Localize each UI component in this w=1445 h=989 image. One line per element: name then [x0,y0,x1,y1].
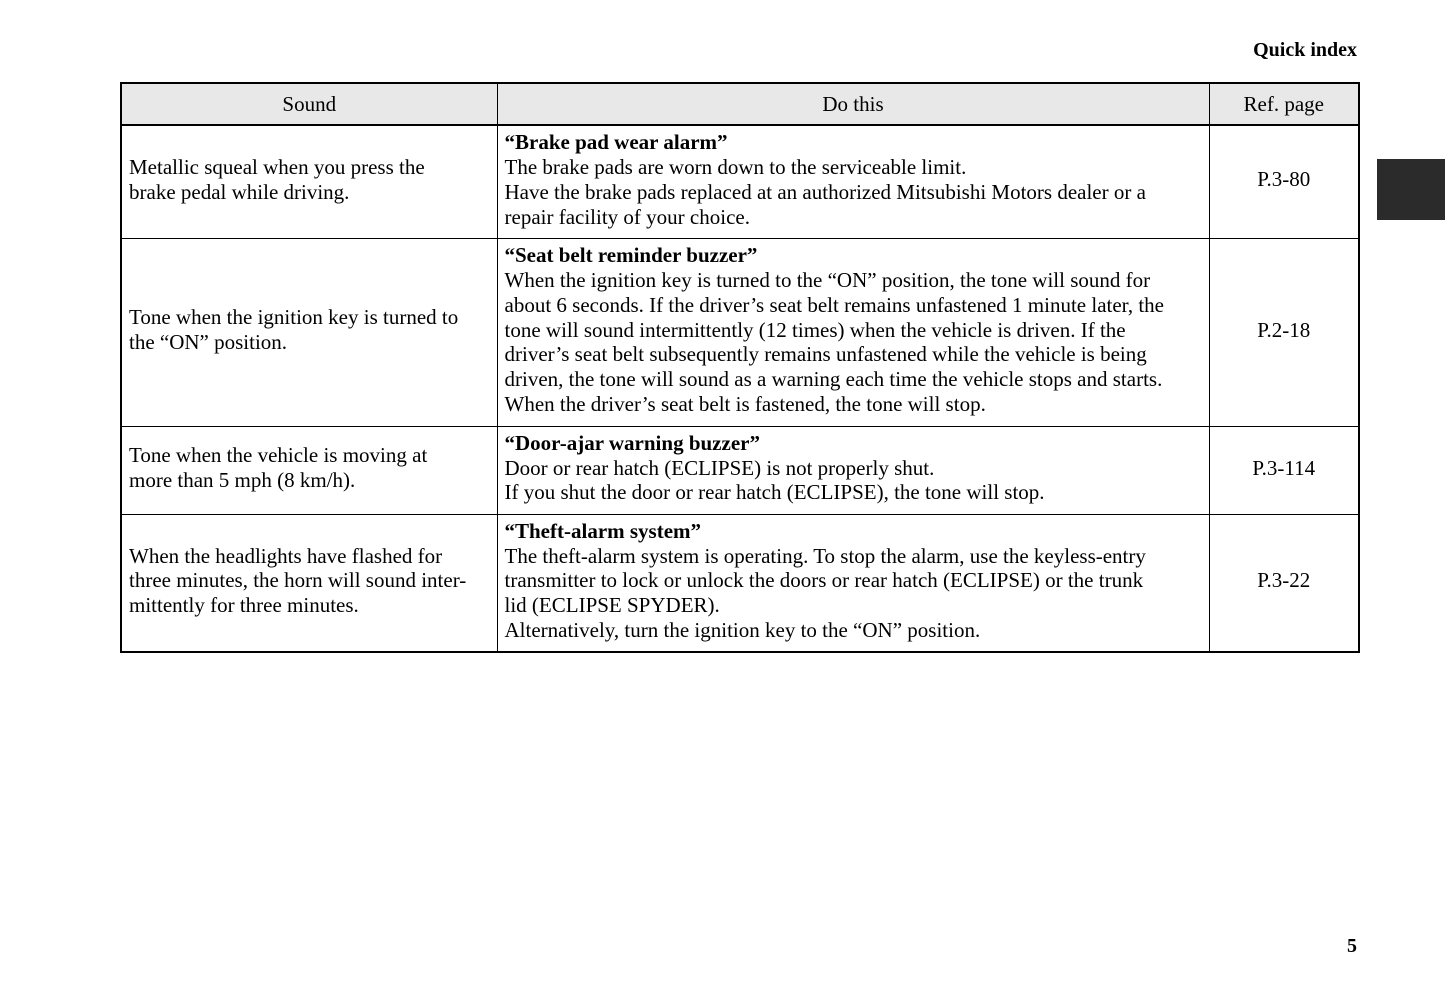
do-this-cell [497,238,1209,426]
sound-cell [121,514,497,652]
sound-cell [121,238,497,426]
section-title: Quick index [1253,39,1357,61]
instruction-line: The brake pads are worn down to the serviceable limit. [504,154,967,179]
sound-cell [121,426,497,514]
condition-title: “Theft-alarm system” [504,518,702,543]
sound-line: Metallic squeal when you press the [129,154,425,179]
instruction-line: Alternatively, turn the ignition key to the “ON” position. [504,617,981,642]
table-header-row [121,83,1359,125]
instruction-line: When the ignition key is turned to the “ON” position, the tone will sound for [504,268,1151,292]
instruction-line: lid (ECLIPSE SPYDER). [504,593,720,618]
instruction-line: driven, the tone will sound as a warning each time the vehicle stops and starts. [504,367,1163,392]
table-row [121,238,1359,426]
ref-page-link[interactable]: P.3-80 [1257,167,1311,192]
instruction-line: tone will sound intermittently (12 times) when the vehicle is driven. If the [504,317,1126,342]
sound-line: When the headlights have flashed for [129,543,443,568]
instruction-line: When the driver’s seat belt is fastened, the tone will stop. [504,391,986,416]
instruction-line: about 6 seconds. If the driver’s seat belt remains unfastened 1 minute later, the [504,292,1164,317]
instruction-line: driver’s seat belt subsequently remains unfastened while the vehicle is being [504,342,1147,367]
condition-title: “Brake pad wear alarm” [504,130,728,155]
instruction-line: Door or rear hatch (ECLIPSE) is not properly shut. [504,455,935,480]
page-number: 5 [1347,935,1357,957]
ref-page-link[interactable]: P.3-114 [1252,455,1316,480]
do-this-cell [497,125,1209,238]
ref-page-cell [1209,125,1359,238]
sound-line: Tone when the ignition key is turned to [129,305,459,330]
ref-page-cell [1209,426,1359,514]
instruction-line: Have the brake pads replaced at an authorized Mitsubishi Motors dealer or a [504,179,1146,204]
sound-line: three minutes, the horn will sound inter- [129,568,467,593]
chapter-thumb-tab [1377,159,1445,220]
column-header-do-this: Do this [497,83,1209,125]
table-row [121,426,1359,514]
sound-line: mittently for three minutes. [129,593,359,618]
ref-page-link[interactable]: P.3-22 [1257,568,1311,593]
ref-page-cell [1209,514,1359,652]
sound-line: the “ON” position. [129,330,288,354]
instruction-line: transmitter to lock or unlock the doors or rear hatch (ECLIPSE) or the trunk [504,568,1144,593]
do-this-cell [497,426,1209,514]
ref-page-link[interactable]: P.2-18 [1257,317,1311,342]
condition-title: “Door-ajar warning buzzer” [504,430,760,455]
sound-line: Tone when the vehicle is moving at [129,443,428,468]
column-header-sound: Sound [121,83,497,125]
warning-sounds-table [120,82,1360,653]
column-header-ref-page: Ref. page [1209,83,1359,125]
sound-line: more than 5 mph (8 km/h). [129,468,356,492]
ref-page-cell [1209,238,1359,426]
sound-cell [121,125,497,238]
do-this-cell [497,514,1209,652]
instruction-line: If you shut the door or rear hatch (ECLIPSE), the tone will stop. [504,480,1045,505]
instruction-line: repair facility of your choice. [504,204,750,229]
sound-line: brake pedal while driving. [129,179,350,204]
condition-title: “Seat belt reminder buzzer” [504,243,758,268]
table-row [121,125,1359,238]
instruction-line: The theft-alarm system is operating. To stop the alarm, use the keyless-entry [504,543,1146,568]
table-row [121,514,1359,652]
